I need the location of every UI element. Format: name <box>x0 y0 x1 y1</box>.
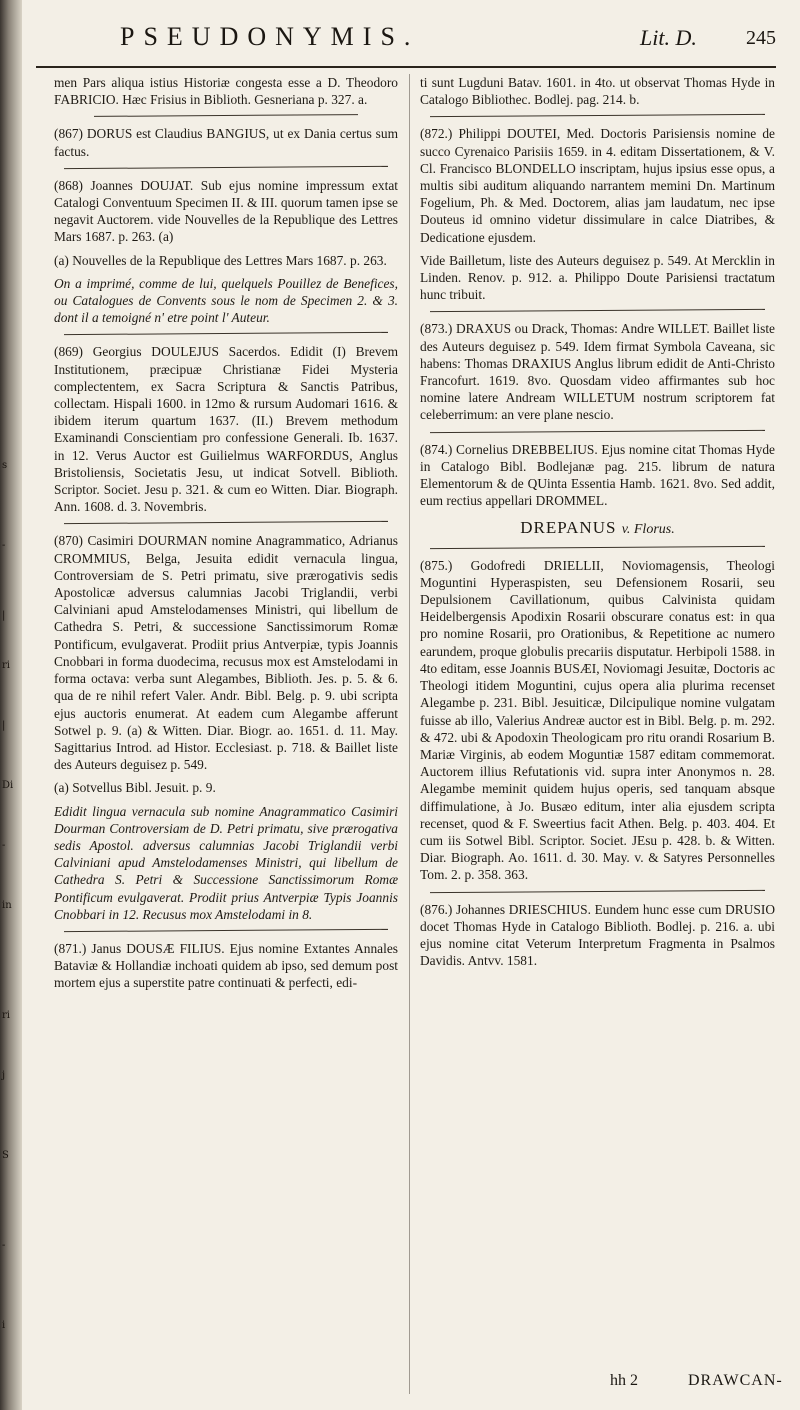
entry-876: (876.) Johannes DRIESCHIUS. Eundem hunc esse cum DRUSIO docet Thomas Hyde in Catalogo Biblioth. Bodlej. p. 216. a. ubi ejus nomine citat Veterum Interpretum Fragmenta in Psalmos Davidis. Antvv. 1581. <box>420 901 775 969</box>
entry-divider <box>64 929 388 932</box>
left-column <box>54 74 398 998</box>
page-number: 245 <box>746 27 776 49</box>
section-label: Lit. D. <box>640 25 697 50</box>
right-column <box>420 74 775 975</box>
cross-reference-name: DREPANUS <box>520 518 617 538</box>
footnote-870-quote: Edidit lingua vernacula sub nomine Anagrammatico Casimiri Dourman Controversiam de D. Petri primatu, sive prærogativa sedis Apostol. adversus calumnias Jacobi Triglandii verbi Calviniani apud Amstelodamenses Ministri, qui libellum de Cathedra S. Petri & Successione Sanctissimorum Romæ Pontificum evulgaverat. Prodiit prius Antverpiæ Typis Joannis Cnobbari in 12. Recusus mox Amstelodami in 8. <box>54 803 398 922</box>
running-title: PSEUDONYMIS. <box>120 22 420 51</box>
entry-869: (869) Georgius DOULEJUS Sacerdos. Edidit (I) Brevem Institutionem, præcipuæ Christianæ Fidei Mysteria complectentem, ex Sacra Scriptura & Sanctis Patribus, collectam. Hispali 1600. in 12mo & rursum Audomari 1616. & ibidem iterum quartum 1637. (II.) Brevem methodum Examinandi Conscientiam pro confessione Generali. Ib. 1637. in 12. Verus Auctor est Guilielmus WARFORDUS, Anglus Bristoliensis, Societatis Jesu, ut indicat Sotvell. Biblioth. Scriptor. Societ. Jesu p. 321. & cum eo Witten. Diar. Biograph. Ann. 1608. d. 3. Novembris. <box>54 344 398 515</box>
entry-868: (868) Joannes DOUJAT. Sub ejus nomine impressum extat Catalogi Conventuum Specimen II. & III. quorum tamen ipse se negavit Auctorem. vide Nouvelles de la Republique des Lettres Mars 1687. p. 263. (a) <box>54 177 398 245</box>
entry-divider <box>430 114 765 117</box>
entry-divider <box>64 521 388 524</box>
gutter-mark: Di <box>2 780 14 791</box>
footnote-870: (a) Sotvellus Bibl. Jesuit. p. 9. <box>54 780 216 796</box>
entry-divider <box>430 309 765 312</box>
footnote-868-quote: On a imprimé, comme de lui, quelquels Pouillez de Benefices, ou Catalogues de Convents sous le nom de Specimen 2. & 3. dont il a temoigné n' etre point l' Auteur. <box>54 275 398 326</box>
entry-divider <box>94 114 358 117</box>
cross-reference-target: v. Florus. <box>621 522 675 538</box>
gutter-mark: - <box>2 840 6 851</box>
entry-divider <box>430 546 765 549</box>
gutter-mark: s <box>2 460 8 471</box>
column-divider <box>409 74 410 1394</box>
entry-continuation: men Pars aliqua istius Historiæ congesta esse a D. Theodoro FABRICIO. Hæc Frisius in Biblioth. Gesneriana p. 327. a. <box>54 75 398 108</box>
entry-870: (870) Casimiri DOURMAN nomine Anagrammatico, Adrianus CROMMIUS, Belga, Jesuita edidit vernacula lingua, Controversiam de S. Petri primatu, sive prærogativis sedis Apostolicæ adversus calumnias Jacobi Triglandii, verbi Calviniani apud Amstelodamenses Ministri, qui libellum de Cathedra S. Petri, & successione Sanctissimorum Romæ Pontificum, evulgaverat. Prodiit prius Antverpiæ, typis Joannis Cnobbari in forma duodecima, recusus mox est Amstelodami in forma octava: verba sunt Alegambes, Biblioth. Jes. p. 5. & 6. qua de re nihil refert Valer. Andr. Bibl. Belg. p. 9. ubi scripta ejus auctoris enumerat. At eadem cum Alegambe afferunt Sotwel p. 9. (a) & Witten. Diar. Biogr. ao. 1651. d. 11. May. Sagittarius Introd. ad Histor. Ecclesiast. p. 718. & Baillet liste des Auteurs deguisez p. 549. <box>54 533 398 773</box>
cross-reference-heading <box>420 519 775 538</box>
gutter-mark: in <box>2 900 12 911</box>
gutter-mark: S <box>2 1150 9 1161</box>
entry-divider <box>430 429 765 432</box>
entry-872: (872.) Philippi DOUTEI, Med. Doctoris Parisiensis nomine de succo Cyrenaico Parisiis 1659. in 4. editam Dissertationem, & V. Cl. Francisco BLONDELLO inscriptam, hujus ipsius esse opus, a multis sibi auditum aliquando narrantem memini Dn. Martinum Fogelium, Ph. & Med. Doctorem, alias jam laudatum, nec ipse Douteus id omnino videtur dissimulare in calce Diatribes, & Dedicatione ejusdem. <box>420 126 775 245</box>
entry-874: (874.) Cornelius DREBBELIUS. Ejus nomine citat Thomas Hyde in Catalogo Bibl. Bodlejanæ pag. 215. librum de natura Elementorum & de QUinta Essentia Hamb. 1621. 8vo. Sed addit, eum rectius appellari DROMMEL. <box>420 441 775 509</box>
gutter-mark: | <box>2 720 6 731</box>
catchword: DRAWCAN- <box>688 1372 783 1389</box>
gutter-mark: - <box>2 540 6 551</box>
entry-divider <box>64 166 388 169</box>
gutter-marks <box>2 0 20 1410</box>
entry-divider <box>64 332 388 335</box>
gutter-mark: ri <box>2 660 10 671</box>
entry-divider <box>430 889 765 892</box>
gutter-mark: | <box>2 610 6 621</box>
footnote-868: (a) Nouvelles de la Republique des Lettres Mars 1687. p. 263. <box>54 252 387 268</box>
entry-871-continued: ti sunt Lugduni Batav. 1601. in 4to. ut observat Thomas Hyde in Catalogo Bibliothec. Bodlej. pag. 214. b. <box>420 75 775 108</box>
entry-875: (875.) Godofredi DRIELLII, Noviomagensis, Theologi Moguntini Hyperaspisten, seu Defensionem Rosarii, seu Depulsionem Cavillationum, quibus Calvinista quidam Heidelbergensis Apodixin Rosarii obscurare conatus est: in qua pro nomine Rosarii, pro Orationibus, & Repetitione ac numero earundem, proque globulis precariis disputatur. Herbipoli 1588. in 4to editam, esse Joannis BUSÆI, Noviomagi Jesuitæ, Doctoris ac Theologi itidem Moguntini, cujus opera alia plurima recenset Alegambe p. 231. Bibl. Jesuiticæ, Dilcipulique nomine vulgatam fuisse ab illo, Valerius Andreæ auctor est in Bibl. Belg. p. m. 292. & 472. ubi & Apodoxin Theologicam pro ritu orandi Rosarium B. Mariæ Virginis, ab eodem Moguntiæ 1587 editam commemorat. Auctorem illius Refutationis vid. supra inter Anonymos n. 28. Alegambe meminit quidem hujus operis, sed tanquam absque diffimulatione, à Jo. Busæo editum, inter alia ejusdem scripta recenset, quod & F. Sweertius facit Athen. Belg. p. 403. 404. Et cum iis Sotwel Bibl. Scriptor. Societ. JEsu p. 428. b. & Witten. Diar. Biograph. Ao. 1611. d. 30. May. v. & Satyres Personnelles Tom. 2. p. 358. 363. <box>420 557 775 883</box>
entry-871: (871.) Janus DOUSÆ FILIUS. Ejus nomine Extantes Annales Bataviæ & Hollandiæ inchoati quidem ab ipso, sed demum post mortem ejus a superstite patre continuati & perfecti, edi- <box>54 940 398 991</box>
entry-872-note: Vide Bailletum, liste des Auteurs deguisez p. 549. At Mercklin in Linden. Renov. p. 912. a. Philippo Doute Parisiensi tractatum hunc tribuit. <box>420 252 775 303</box>
head-rule <box>36 66 776 68</box>
gutter-mark: j <box>2 1070 6 1081</box>
gutter-mark: ri <box>2 1010 10 1021</box>
gutter-mark: - <box>2 1240 6 1251</box>
gutter-mark: i <box>2 1320 6 1331</box>
entry-867: (867) DORUS est Claudius BANGIUS, ut ex Dania certus sum factus. <box>54 126 398 159</box>
signature-mark: hh 2 <box>610 1372 638 1389</box>
entry-873: (873.) DRAXUS ou Drack, Thomas: Andre WILLET. Baillet liste des Auteurs deguisez p. 549. Idem firmat Symbola Caveana, sic habens: Thomas DRAXIUS Anglus librum edidit de Anti-Christo Francofurt. 1619. 8vo. Quosdam video affirmantes sub hoc nomine latere Andream WILLETUM nostrum scriptorem fat celeberrimum: an vere plane nescio. <box>420 321 775 423</box>
running-head <box>120 22 776 56</box>
